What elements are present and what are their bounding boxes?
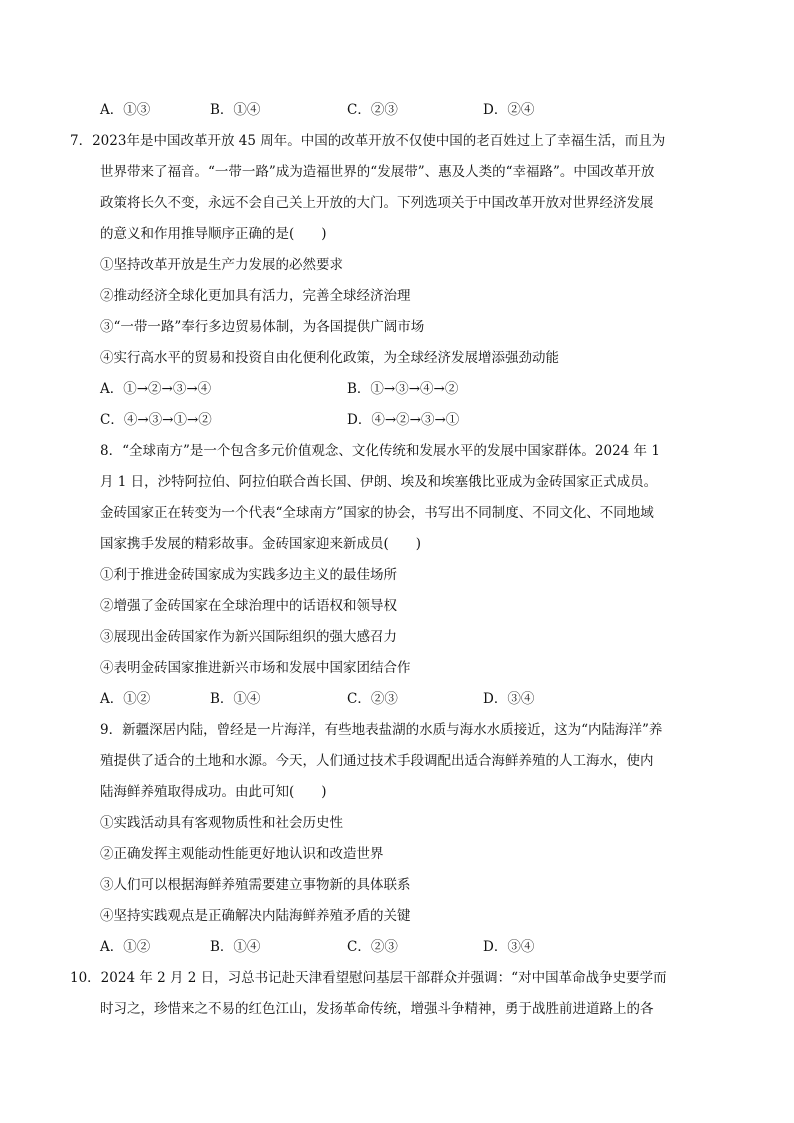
q9-stem-line-3: 陆海鲜养殖取得成功。由此可知( ) (100, 784, 327, 800)
q7-stem-line-4: 的意义和作用推导顺序正确的是( ) (100, 226, 327, 242)
q9-option-a[interactable]: A．①② (100, 939, 151, 955)
q7-options-row-2 (100, 410, 660, 430)
q8-stem-line-1: 8．“全球南方”是一个包含多元价值观念、文化传统和发展水平的发展中国家群体。2024 年 1 (100, 443, 660, 459)
q9-option-d[interactable]: D．③④ (483, 939, 535, 955)
q8-statement-3: ③展现出金砖国家作为新兴国际组织的强大感召力 (100, 629, 397, 645)
q8-statement-2: ②增强了金砖国家在全球治理中的话语权和领导权 (100, 598, 397, 614)
q7-option-d[interactable]: D．④→②→③→① (347, 412, 460, 428)
q10-stem-line-1: 10．2024 年 2 月 2 日，习总书记赴天津看望慰问基层干部群众并强调：“对中国革命战争史要学而 (70, 970, 667, 986)
q7-stem-line-2: 世界带来了福音。“一带一路”成为造福世界的“发展带”、惠及人类的“幸福路”。中国改革开放 (100, 164, 655, 180)
q7-statement-1: ①坚持改革开放是生产力发展的必然要求 (100, 257, 343, 273)
q8-option-c[interactable]: C．②③ (347, 691, 398, 707)
q6-options (100, 100, 660, 120)
q6-option-a[interactable]: A．①③ (100, 102, 151, 118)
q8-statement-4: ④表明金砖国家推进新兴市场和发展中国家团结合作 (100, 660, 411, 676)
q9-option-b[interactable]: B．①④ (210, 939, 261, 955)
q9-stem-line-2: 殖提供了适合的土地和水源。今天，人们通过技术手段调配出适合海鲜养殖的人工海水，使内 (100, 753, 654, 769)
q9-option-c[interactable]: C．②③ (347, 939, 398, 955)
q8-option-d[interactable]: D．③④ (483, 691, 535, 707)
q9-statement-3: ③人们可以根据海鲜养殖需要建立事物新的具体联系 (100, 877, 411, 893)
q9-statement-1: ①实践活动具有客观物质性和社会历史性 (100, 815, 343, 831)
q6-option-b[interactable]: B．①④ (210, 102, 261, 118)
q8-options (100, 689, 660, 709)
q9-options (100, 937, 660, 957)
q8-option-a[interactable]: A．①② (100, 691, 151, 707)
q8-stem-line-3: 金砖国家正在转变为一个代表“全球南方”国家的协会，书写出不同制度、不同文化、不同地域 (100, 505, 654, 521)
q8-option-b[interactable]: B．①④ (210, 691, 261, 707)
q9-statement-4: ④坚持实践观点是正确解决内陆海鲜养殖矛盾的关键 (100, 908, 411, 924)
q8-statement-1: ①利于推进金砖国家成为实践多边主义的最佳场所 (100, 567, 397, 583)
q9-statement-2: ②正确发挥主观能动性能更好地认识和改造世界 (100, 846, 384, 862)
q10-stem-line-2: 时习之，珍惜来之不易的红色江山，发扬革命传统，增强斗争精神，勇于战胜前进道路上的各 (100, 1001, 654, 1017)
q7-stem-line-1: 7．2023年是中国改革开放 45 周年。中国的改革开放不仅使中国的老百姓过上了幸福生活，而且为 (70, 133, 666, 149)
q7-statement-4: ④实行高水平的贸易和投资自由化便利化政策，为全球经济发展增添强劲动能 (100, 350, 559, 366)
q7-options-row-1 (100, 379, 660, 399)
q7-statement-2: ②推动经济全球化更加具有活力，完善全球经济治理 (100, 288, 411, 304)
q7-stem-line-3: 政策将长久不变，永远不会自己关上开放的大门。下列选项关于中国改革开放对世界经济发展 (100, 195, 654, 211)
q8-stem-line-2: 月 1 日，沙特阿拉伯、阿拉伯联合酋长国、伊朗、埃及和埃塞俄比亚成为金砖国家正式成员。 (100, 474, 658, 490)
q7-option-c[interactable]: C．④→③→①→② (100, 412, 212, 428)
q9-stem-line-1: 9．新疆深居内陆，曾经是一片海洋，有些地表盐湖的水质与海水水质接近，这为“内陆海洋”养 (100, 722, 663, 738)
q7-option-a[interactable]: A．①→②→③→④ (100, 381, 212, 397)
q7-option-b[interactable]: B．①→③→④→② (347, 381, 459, 397)
q6-option-c[interactable]: C．②③ (347, 102, 398, 118)
q7-statement-3: ③“一带一路”奉行多边贸易体制，为各国提供广阔市场 (100, 319, 425, 335)
q8-stem-line-4: 国家携手发展的精彩故事。金砖国家迎来新成员( ) (100, 536, 422, 552)
q6-option-d[interactable]: D．②④ (483, 102, 535, 118)
